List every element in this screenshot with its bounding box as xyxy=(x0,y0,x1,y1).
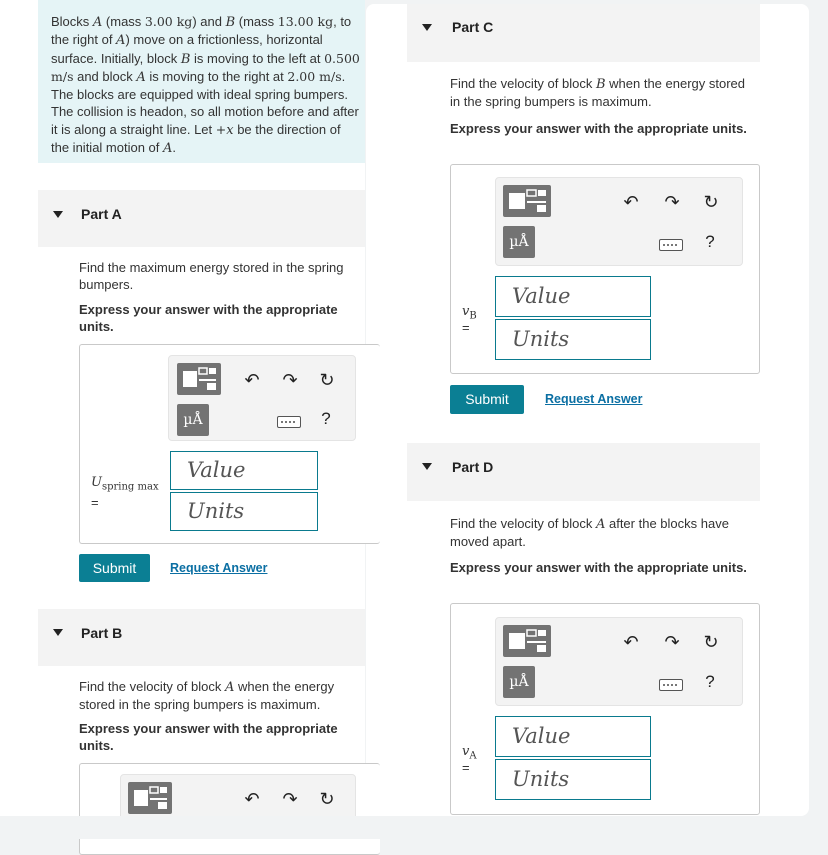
equals-sign: = xyxy=(91,495,99,510)
help-icon[interactable]: ? xyxy=(705,232,715,251)
part-d-question: Find the velocity of block A after the blocks have moved apart. xyxy=(450,516,729,549)
part-d-title: Part D xyxy=(452,459,494,475)
collapse-triangle-icon[interactable] xyxy=(53,211,63,218)
equals-sign: = xyxy=(462,760,470,775)
templates-icon[interactable] xyxy=(128,782,172,814)
help-icon[interactable]: ? xyxy=(321,409,331,428)
reset-icon[interactable]: ↻ xyxy=(319,370,335,390)
part-a-request-answer-link[interactable]: Request Answer xyxy=(170,561,268,575)
page-bottom-strip xyxy=(0,816,828,839)
part-c-variable: $v_B$ xyxy=(462,304,477,322)
part-d-variable: $v_A$ xyxy=(462,744,477,762)
part-a-instruction: Express your answer with the appropriate units. xyxy=(79,302,338,334)
undo-icon[interactable]: ↶ xyxy=(244,789,260,809)
problem-intro-text: Blocks A (mass 3.00 kg) and B (mass 13.00 kg, to the right of A) move on a frictionless, horizontal surface. Initially, block B is moving to the left at 0.500 m/s and block A is moving to the right at 2.00 m/s. The blocks are equipped with ideal spring bumpers. The collision is headon, so all motion before and after it is along a straight line. Let +x be the direction of the initial motion of A. xyxy=(51,14,360,157)
redo-icon[interactable]: ↷ xyxy=(282,370,298,390)
templates-icon[interactable] xyxy=(503,185,551,217)
part-c-question: Find the velocity of block B when the energy stored in the spring bumpers is maximum. xyxy=(450,76,746,109)
templates-icon[interactable] xyxy=(177,363,221,395)
redo-icon[interactable]: ↷ xyxy=(664,632,680,652)
reset-icon[interactable]: ↻ xyxy=(319,789,335,809)
part-c-units-input[interactable]: Units xyxy=(495,319,651,360)
equals-sign: = xyxy=(462,320,470,335)
undo-icon[interactable]: ↶ xyxy=(623,632,639,652)
undo-icon[interactable]: ↶ xyxy=(623,192,639,212)
redo-icon[interactable]: ↷ xyxy=(282,789,298,809)
units-mu-button[interactable]: µÅ xyxy=(503,226,535,258)
part-c-submit-button[interactable]: Submit xyxy=(450,385,524,414)
redo-icon[interactable]: ↷ xyxy=(664,192,680,212)
part-d-units-input[interactable]: Units xyxy=(495,759,651,800)
units-mu-button[interactable]: µÅ xyxy=(503,666,535,698)
units-mu-button[interactable]: µÅ xyxy=(177,404,209,436)
part-a-title: Part A xyxy=(81,206,122,222)
part-c-request-answer-link[interactable]: Request Answer xyxy=(545,392,643,406)
part-d-instruction: Express your answer with the appropriate units. xyxy=(450,560,747,575)
part-b-question: Find the velocity of block A when the energy stored in the spring bumpers is maximum. xyxy=(79,679,335,712)
part-a-variable: $U_{spring max}$ xyxy=(91,475,159,493)
collapse-triangle-icon[interactable] xyxy=(53,629,63,636)
part-a-units-input[interactable]: Units xyxy=(170,492,318,531)
keyboard-icon[interactable] xyxy=(659,679,683,691)
part-c-title: Part C xyxy=(452,19,494,35)
collapse-triangle-icon[interactable] xyxy=(422,463,432,470)
collapse-triangle-icon[interactable] xyxy=(422,24,432,31)
reset-icon[interactable]: ↻ xyxy=(703,192,719,212)
help-icon[interactable]: ? xyxy=(705,672,715,691)
part-b-instruction: Express your answer with the appropriate units. xyxy=(79,721,338,753)
keyboard-icon[interactable] xyxy=(277,416,301,428)
part-c-value-input[interactable]: Value xyxy=(495,276,651,317)
part-a-submit-button[interactable]: Submit xyxy=(79,554,150,582)
part-c-instruction: Express your answer with the appropriate units. xyxy=(450,121,747,136)
part-a-question: Find the maximum energy stored in the spring bumpers. xyxy=(79,260,344,292)
part-d-value-input[interactable]: Value xyxy=(495,716,651,757)
keyboard-icon[interactable] xyxy=(659,239,683,251)
part-a-value-input[interactable]: Value xyxy=(170,451,318,490)
part-b-title: Part B xyxy=(81,625,123,641)
undo-icon[interactable]: ↶ xyxy=(244,370,260,390)
templates-icon[interactable] xyxy=(503,625,551,657)
reset-icon[interactable]: ↻ xyxy=(703,632,719,652)
